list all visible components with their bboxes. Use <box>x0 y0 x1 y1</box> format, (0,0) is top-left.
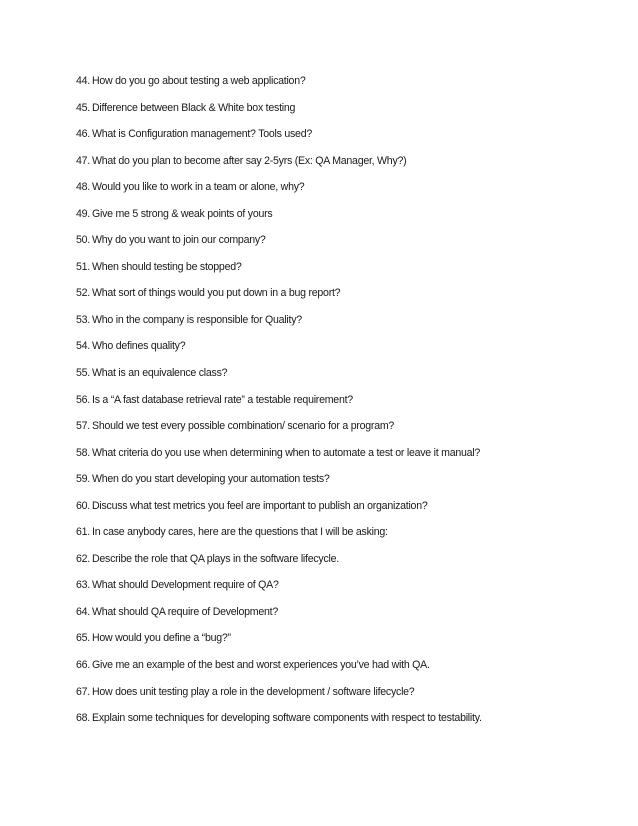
question-number: 51. <box>76 260 90 273</box>
question-item <box>76 339 616 366</box>
question-text: When do you start developing your automation tests? <box>92 473 330 486</box>
question-item <box>76 499 616 526</box>
question-text: What is Configuration management? Tools used? <box>92 128 312 141</box>
question-item <box>76 180 616 207</box>
question-text: Is a “A fast database retrieval rate” a testable requirement? <box>92 393 353 406</box>
question-item <box>76 631 616 658</box>
question-item <box>76 711 616 738</box>
question-item <box>76 260 616 287</box>
question-number: 58. <box>76 446 90 459</box>
question-number: 47. <box>76 154 90 167</box>
question-number: 44. <box>76 75 90 87</box>
question-text: Explain some techniques for developing software components with respect to testability. <box>92 712 482 725</box>
question-text: How do you go about testing a web application? <box>92 75 306 87</box>
question-item <box>76 685 616 712</box>
question-text: In case anybody cares, here are the questions that I will be asking: <box>92 526 388 539</box>
question-text: Give me 5 strong & weak points of yours <box>92 207 273 220</box>
question-number: 54. <box>76 340 90 353</box>
question-text: When should testing be stopped? <box>92 260 242 273</box>
question-item <box>76 419 616 446</box>
question-item <box>76 446 616 473</box>
question-number: 56. <box>76 393 90 406</box>
question-text: Difference between Black & White box testing <box>92 101 296 114</box>
question-text: Describe the role that QA plays in the software lifecycle. <box>92 552 339 565</box>
question-item <box>76 605 616 632</box>
question-number: 68. <box>76 712 90 725</box>
question-number: 61. <box>76 526 90 539</box>
question-number: 60. <box>76 499 90 512</box>
question-text: Should we test every possible combination/ scenario for a program? <box>92 420 395 433</box>
question-number: 53. <box>76 313 90 326</box>
question-text: What is an equivalence class? <box>92 367 228 380</box>
question-text: Would you like to work in a team or alone, why? <box>92 181 305 194</box>
question-item <box>76 393 616 420</box>
question-item <box>76 127 616 154</box>
question-number: 57. <box>76 420 90 433</box>
question-number: 45. <box>76 101 90 114</box>
question-number: 65. <box>76 632 90 645</box>
question-item <box>76 366 616 393</box>
question-number: 50. <box>76 234 90 247</box>
question-number: 46. <box>76 128 90 141</box>
question-text: What sort of things would you put down in a bug report? <box>92 287 341 300</box>
question-text: Who defines quality? <box>92 340 186 353</box>
question-item <box>76 101 616 128</box>
question-text: Who in the company is responsible for Quality? <box>92 313 302 326</box>
question-number: 64. <box>76 605 90 618</box>
question-item <box>76 313 616 340</box>
question-number: 59. <box>76 473 90 486</box>
question-item <box>76 207 616 234</box>
question-item <box>76 286 616 313</box>
question-text: What criteria do you use when determining when to automate a test or leave it manual? <box>92 446 481 459</box>
question-text: Give me an example of the best and worst experiences you’ve had with QA. <box>92 659 430 672</box>
question-number: 66. <box>76 659 90 672</box>
question-item <box>76 578 616 605</box>
question-number: 55. <box>76 367 90 380</box>
question-number: 63. <box>76 579 90 592</box>
question-text: What do you plan to become after say 2-5yrs (Ex: QA Manager, Why?) <box>92 154 407 167</box>
question-item <box>76 552 616 579</box>
question-text: Why do you want to join our company? <box>92 234 266 247</box>
question-item <box>76 74 616 101</box>
question-number: 48. <box>76 181 90 194</box>
question-text: How would you define a “bug?” <box>92 632 231 645</box>
question-text: How does unit testing play a role in the development / software lifecycle? <box>92 685 415 698</box>
question-item <box>76 154 616 181</box>
question-item <box>76 472 616 499</box>
question-text: Discuss what test metrics you feel are important to publish an organization? <box>92 499 428 512</box>
question-number: 62. <box>76 552 90 565</box>
question-list <box>76 74 616 738</box>
question-number: 67. <box>76 685 90 698</box>
question-item <box>76 525 616 552</box>
question-number: 52. <box>76 287 90 300</box>
question-text: What should QA require of Development? <box>92 605 279 618</box>
question-item <box>76 233 616 260</box>
question-item <box>76 658 616 685</box>
question-number: 49. <box>76 207 90 220</box>
question-text: What should Development require of QA? <box>92 579 279 592</box>
